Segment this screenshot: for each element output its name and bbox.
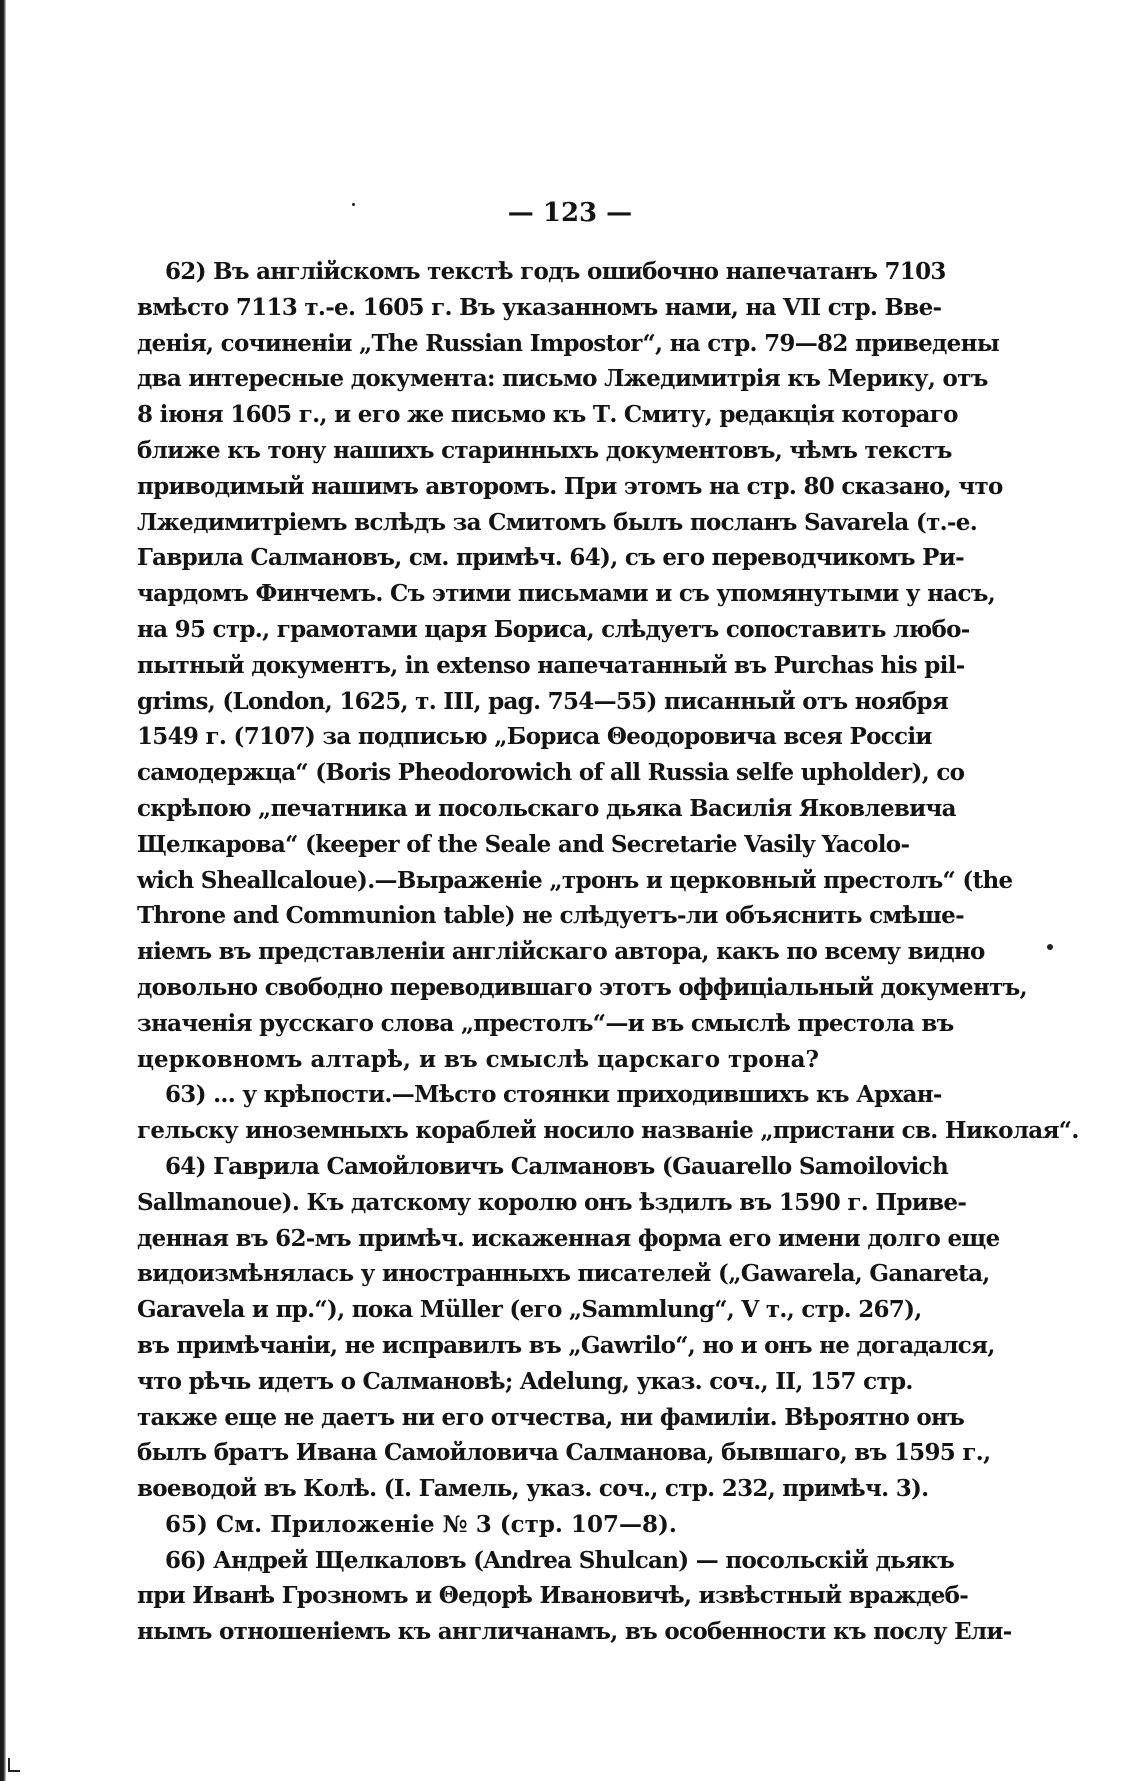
text-line: на 95 стр., грамотами царя Бориса, слѣдуетъ сопоставить любо- — [137, 615, 970, 643]
text-line: значенія русскаго слова „престолъ“—и въ смыслѣ престола въ — [137, 1009, 954, 1037]
text-line: гельску иноземныхъ кораблей носило названіе „пристани св. Николая“. — [137, 1117, 1079, 1145]
text-line: wich Sheallcaloue).—Выраженіе „тронъ и церковный престолъ“ (the — [137, 866, 1013, 894]
page-binding-edge — [0, 0, 6, 1781]
text-line: нымъ отношеніемъ къ англичанамъ, въ особенности къ послу Ели- — [137, 1618, 1012, 1646]
text-line: церковномъ алтарѣ, и въ смыслѣ царскаго трона? — [137, 1045, 819, 1073]
text-line: 63) ... у крѣпости.—Мѣсто стоянки приходившихъ къ Архан- — [165, 1081, 942, 1109]
scan-corner-mark — [8, 1758, 20, 1772]
text-line: чардомъ Финчемъ. Съ этими письмами и съ упомянутыми у насъ, — [137, 580, 996, 608]
text-line: также еще не даетъ ни его отчества, ни фамиліи. Вѣроятно онъ — [137, 1403, 965, 1431]
text-line: ніемъ въ представленіи англійскаго автора, какъ по всему видно — [137, 938, 985, 966]
text-line: 64) Гаврила Самойловичъ Салмановъ (Gauarello Samoilovich — [165, 1152, 948, 1180]
text-line: два интересные документа: письмо Лжедимитрія къ Мерику, отъ — [137, 365, 988, 393]
text-line: скрѣпою „печатника и посольскаго дьяка Василія Яковлевича — [137, 794, 956, 822]
text-line: Garavela и пр.“), пока Müller (его „Sammlung“, V т., стр. 267), — [137, 1296, 922, 1324]
text-line: grims, (London, 1625, т. III, pag. 754—55) писанный отъ ноября — [137, 687, 949, 715]
text-line: пытный документъ, in extenso напечатанный въ Purchas his pil- — [137, 651, 965, 679]
text-line: приводимый нашимъ авторомъ. При этомъ на стр. 80 сказано, что — [137, 472, 1003, 500]
text-line: 66) Андрей Щелкаловъ (Andrea Shulcan) — посольскій дьякъ — [165, 1546, 955, 1574]
text-line: видоизмѣнялась у иностранныхъ писателей („Gawarela, Ganareta, — [137, 1260, 990, 1288]
text-line: воеводой въ Колѣ. (I. Гамель, указ. соч., стр. 232, примѣч. 3). — [137, 1475, 929, 1503]
text-line: 62) Въ англійскомъ текстѣ годъ ошибочно напечатанъ 7103 — [165, 258, 946, 285]
text-line: что рѣчь идетъ о Салмановѣ; Adelung, указ. соч., II, 157 стр. — [137, 1367, 913, 1395]
text-line: Гаврила Салмановъ, см. примѣч. 64), съ его переводчикомъ Ри- — [137, 544, 964, 572]
text-line: довольно свободно переводившаго этотъ оффиціальный документъ, — [137, 973, 1027, 1001]
page-number: — 123 — — [507, 198, 633, 228]
text-line: денія, сочиненіи „The Russian Impostor“, на стр. 79—82 приведены — [137, 329, 1000, 357]
text-line: Throne and Communion table) не слѣдуетъ-ли объяснить смѣше- — [137, 902, 964, 930]
text-line: Sallmanoue). Къ датскому королю онъ ѣздилъ въ 1590 г. Приве- — [137, 1188, 967, 1216]
text-line: вмѣсто 7113 т.-е. 1605 г. Въ указанномъ нами, на VII стр. Вве- — [137, 293, 942, 321]
scan-speck — [352, 203, 355, 206]
text-line: Щелкарова“ (keeper of the Seale and Secretarie Vasily Yacolo- — [137, 830, 910, 858]
notes-text-block — [137, 254, 1079, 1650]
text-line: самодержца“ (Boris Pheodorowich of all Russia selfe upholder), со — [137, 759, 965, 787]
scan-speck — [1047, 944, 1053, 950]
text-line: при Иванѣ Грозномъ и Θедорѣ Ивановичѣ, извѣстный враждеб- — [137, 1582, 969, 1610]
text-line: въ примѣчаніи, не исправилъ въ „Gawrilo“, но и онъ не догадался, — [137, 1331, 995, 1359]
text-line: 65) См. Приложеніе № 3 (стр. 107—8). — [165, 1510, 677, 1538]
text-line: 8 іюня 1605 г., и его же письмо къ Т. Смиту, редакція котораго — [137, 401, 958, 429]
text-line: ближе къ тону нашихъ старинныхъ документовъ, чѣмъ текстъ — [137, 436, 952, 464]
text-line: Лжедимитріемъ вслѣдъ за Смитомъ былъ посланъ Savarela (т.-е. — [137, 508, 978, 536]
text-line: былъ братъ Ивана Самойловича Салманова, бывшаго, въ 1595 г., — [137, 1439, 991, 1467]
text-line: 1549 г. (7107) за подписью „Бориса Θеодоровича всея Россіи — [137, 723, 932, 751]
text-line: денная въ 62-мъ примѣч. искаженная форма его имени долго еще — [137, 1224, 1000, 1252]
